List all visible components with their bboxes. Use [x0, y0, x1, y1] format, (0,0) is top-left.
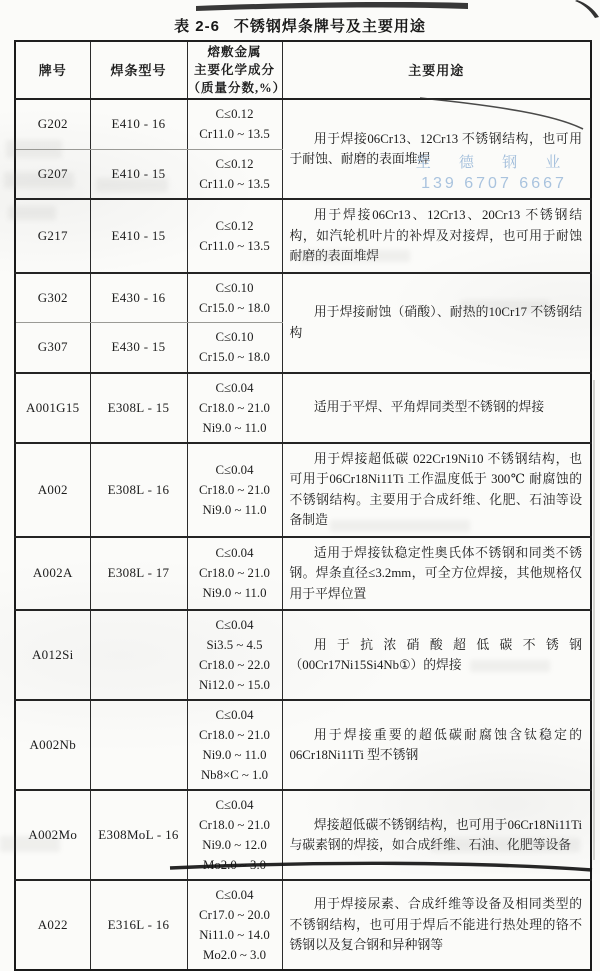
composition-cell [187, 373, 282, 443]
bleed-ghost [6, 140, 62, 158]
composition-line: C≤0.12 [215, 156, 254, 171]
brand-cell: A002Nb [15, 700, 90, 790]
usage-cell [282, 273, 591, 373]
composition-cell [187, 99, 282, 149]
model-cell: E410 - 16 [90, 99, 187, 149]
model-cell: E410 - 15 [90, 149, 187, 199]
brand-cell: G207 [15, 149, 90, 199]
composition-line: Si3.5 ~ 4.5 [206, 638, 263, 652]
composition-cell [187, 610, 282, 700]
composition-line: C≤0.04 [215, 888, 254, 902]
table-row [15, 273, 591, 323]
usage-cell [282, 373, 591, 443]
bleed-ghost [96, 178, 168, 192]
composition-cell [187, 199, 282, 273]
header-composition-line1: 熔敷金属 [207, 45, 262, 59]
model-cell: E316L - 16 [90, 880, 187, 970]
model-cell: E308L - 17 [90, 537, 187, 611]
brand-cell: A002A [15, 537, 90, 611]
usage-cell [282, 537, 591, 611]
usage-text: 用于焊接超低碳 022Cr19Ni10 不锈钢结构，也可用于06Cr18Ni11Ti 工作温度低于 300℃ 耐腐蚀的不锈钢结构。主要用于合成纤维、化肥、石油等设备制造 [289, 451, 582, 527]
model-cell: E430 - 15 [90, 323, 187, 373]
header-composition-line2: 主要化学成分 [193, 63, 275, 77]
table-row [15, 99, 591, 149]
header-composition-line3: （质量分数,%） [187, 81, 287, 95]
composition-line: C≤0.04 [215, 462, 254, 477]
model-cell: E430 - 16 [90, 273, 187, 323]
composition-line: Nb8×C ~ 1.0 [200, 768, 269, 782]
table-row [15, 790, 591, 880]
usage-cell [282, 99, 591, 199]
composition-cell [187, 790, 282, 880]
composition-line: C≤0.10 [215, 330, 254, 345]
composition-line: Cr18.0 ~ 22.0 [199, 658, 270, 672]
usage-cell [282, 700, 591, 790]
composition-line: C≤0.12 [215, 107, 254, 122]
composition-line: Cr18.0 ~ 21.0 [199, 818, 270, 832]
composition-line: Ni9.0 ~ 11.0 [202, 748, 267, 762]
composition-cell [187, 273, 282, 323]
usage-text: 用于焊接06Cr13、12Cr13、20Cr13 不锈钢结构，如汽轮机叶片的补焊及对接焊，也可用于耐蚀耐磨的表面堆焊 [289, 208, 582, 263]
model-cell: E308MoL - 16 [90, 790, 187, 880]
bleed-ghost [460, 300, 550, 312]
usage-text: 用于抗浓硝酸超低碳不锈钢（00Cr17Ni15Si4Nb①）的焊接 [289, 637, 582, 672]
composition-line: Ni9.0 ~ 11.0 [202, 502, 267, 517]
brand-cell: A012Si [15, 610, 90, 700]
composition-line: Cr18.0 ~ 21.0 [199, 482, 270, 497]
usage-text: 用于焊接重要的超低碳耐腐蚀含钛稳定的 06Cr18Ni11Ti 型不锈钢 [289, 727, 582, 762]
composition-line: Ni12.0 ~ 15.0 [199, 678, 270, 692]
brand-cell: G217 [15, 199, 90, 273]
composition-line: C≤0.04 [215, 380, 254, 395]
header-composition [187, 41, 287, 99]
composition-cell [187, 323, 282, 373]
model-cell [90, 610, 187, 700]
watermark-company: 至 德 钢 业 [415, 154, 573, 171]
composition-line: C≤0.04 [215, 708, 254, 722]
composition-line: Cr11.0 ~ 13.5 [199, 176, 270, 191]
composition-line: C≤0.04 [215, 798, 254, 812]
table-number: 表 2-6 [174, 18, 220, 35]
bleed-ghost [8, 206, 56, 220]
usage-text: 用于焊接尿素、合成纤维等设备及相同类型的不锈钢结构，也可用于焊后不能进行热处理的铬不锈钢以及复合钢和异种钢等 [289, 897, 582, 953]
composition-line: Mo2.0 ~ 3.0 [202, 948, 267, 962]
composition-line: Cr11.0 ~ 13.5 [199, 238, 270, 253]
composition-cell [187, 443, 282, 537]
composition-line: Cr15.0 ~ 18.0 [199, 300, 270, 315]
model-cell [90, 700, 187, 790]
table-row [15, 443, 591, 537]
usage-cell [282, 610, 591, 700]
composition-line: C≤0.04 [215, 618, 254, 632]
table-title-text: 不锈钢焊条牌号及主要用途 [233, 18, 426, 35]
page-title [0, 0, 600, 36]
composition-cell [187, 149, 282, 199]
composition-line: Cr15.0 ~ 18.0 [199, 350, 270, 365]
composition-line: Cr11.0 ~ 13.5 [199, 127, 270, 142]
model-cell: E410 - 15 [90, 199, 187, 273]
composition-line: Ni11.0 ~ 14.0 [199, 928, 270, 942]
composition-line: C≤0.04 [215, 546, 254, 561]
usage-cell [282, 880, 591, 970]
composition-line: Cr17.0 ~ 20.0 [199, 908, 270, 922]
composition-line: Cr18.0 ~ 21.0 [199, 400, 270, 415]
table-row [15, 373, 591, 443]
brand-cell: A022 [15, 880, 90, 970]
usage-text: 适用于平焊、平角焊同类型不锈钢的焊接 [313, 400, 545, 415]
header-brand: 牌号 [15, 41, 90, 99]
composition-line: Cr18.0 ~ 21.0 [199, 566, 270, 581]
brand-cell: A002Mo [15, 790, 90, 880]
usage-text: 焊接超低碳不锈钢结构，也可用于06Cr18Ni11Ti 与碳素钢的焊接，如合成纤维、石油、化肥等设备 [289, 817, 582, 852]
brand-cell: G302 [15, 273, 90, 323]
composition-cell [187, 537, 282, 611]
brand-cell: A001G15 [15, 373, 90, 443]
header-row [15, 41, 591, 99]
composition-line: C≤0.12 [215, 218, 254, 233]
header-usage: 主要用途 [282, 41, 591, 99]
table-row [15, 610, 591, 700]
usage-cell [282, 790, 591, 880]
brand-cell: G202 [15, 99, 90, 149]
composition-line: Ni9.0 ~ 12.0 [202, 838, 267, 852]
composition-cell [187, 700, 282, 790]
table-header [15, 41, 591, 99]
bleed-ghost [4, 172, 74, 188]
bleed-ghost [0, 836, 60, 852]
usage-text: 用于焊接06Cr13、12Cr13 不锈钢结构，也可用于耐蚀、耐磨的表面堆焊 [289, 131, 582, 166]
header-model: 焊条型号 [90, 41, 187, 99]
usage-text: 适用于焊接钛稳定性奥氏体不锈钢和同类不锈钢。焊条直径≤3.2mm，可全方位焊接，其他规格仅用于平焊位置 [289, 545, 582, 601]
composition-line: Ni9.0 ~ 11.0 [202, 420, 267, 435]
composition-line: Ni9.0 ~ 11.0 [202, 586, 267, 601]
bleed-ghost [430, 838, 580, 852]
composition-line: Cr18.0 ~ 21.0 [199, 728, 270, 742]
bleed-ghost [300, 250, 410, 262]
composition-line: C≤0.10 [215, 280, 254, 295]
bleed-ghost [470, 660, 550, 672]
usage-text: 用于焊接耐蚀（硝酸）、耐热的10Cr17 不锈钢结构 [289, 305, 582, 340]
table-row [15, 880, 591, 970]
bleed-ghost [330, 520, 470, 532]
brand-cell: A002 [15, 443, 90, 537]
composition-cell [187, 880, 282, 970]
watermark-phone: 139 6707 6667 [421, 175, 567, 192]
composition-line: Mo2.0 ~ 3.0 [202, 858, 267, 872]
table-row [15, 537, 591, 611]
table-row [15, 700, 591, 790]
model-cell: E308L - 16 [90, 443, 187, 537]
brand-cell: G307 [15, 323, 90, 373]
model-cell: E308L - 15 [90, 373, 187, 443]
